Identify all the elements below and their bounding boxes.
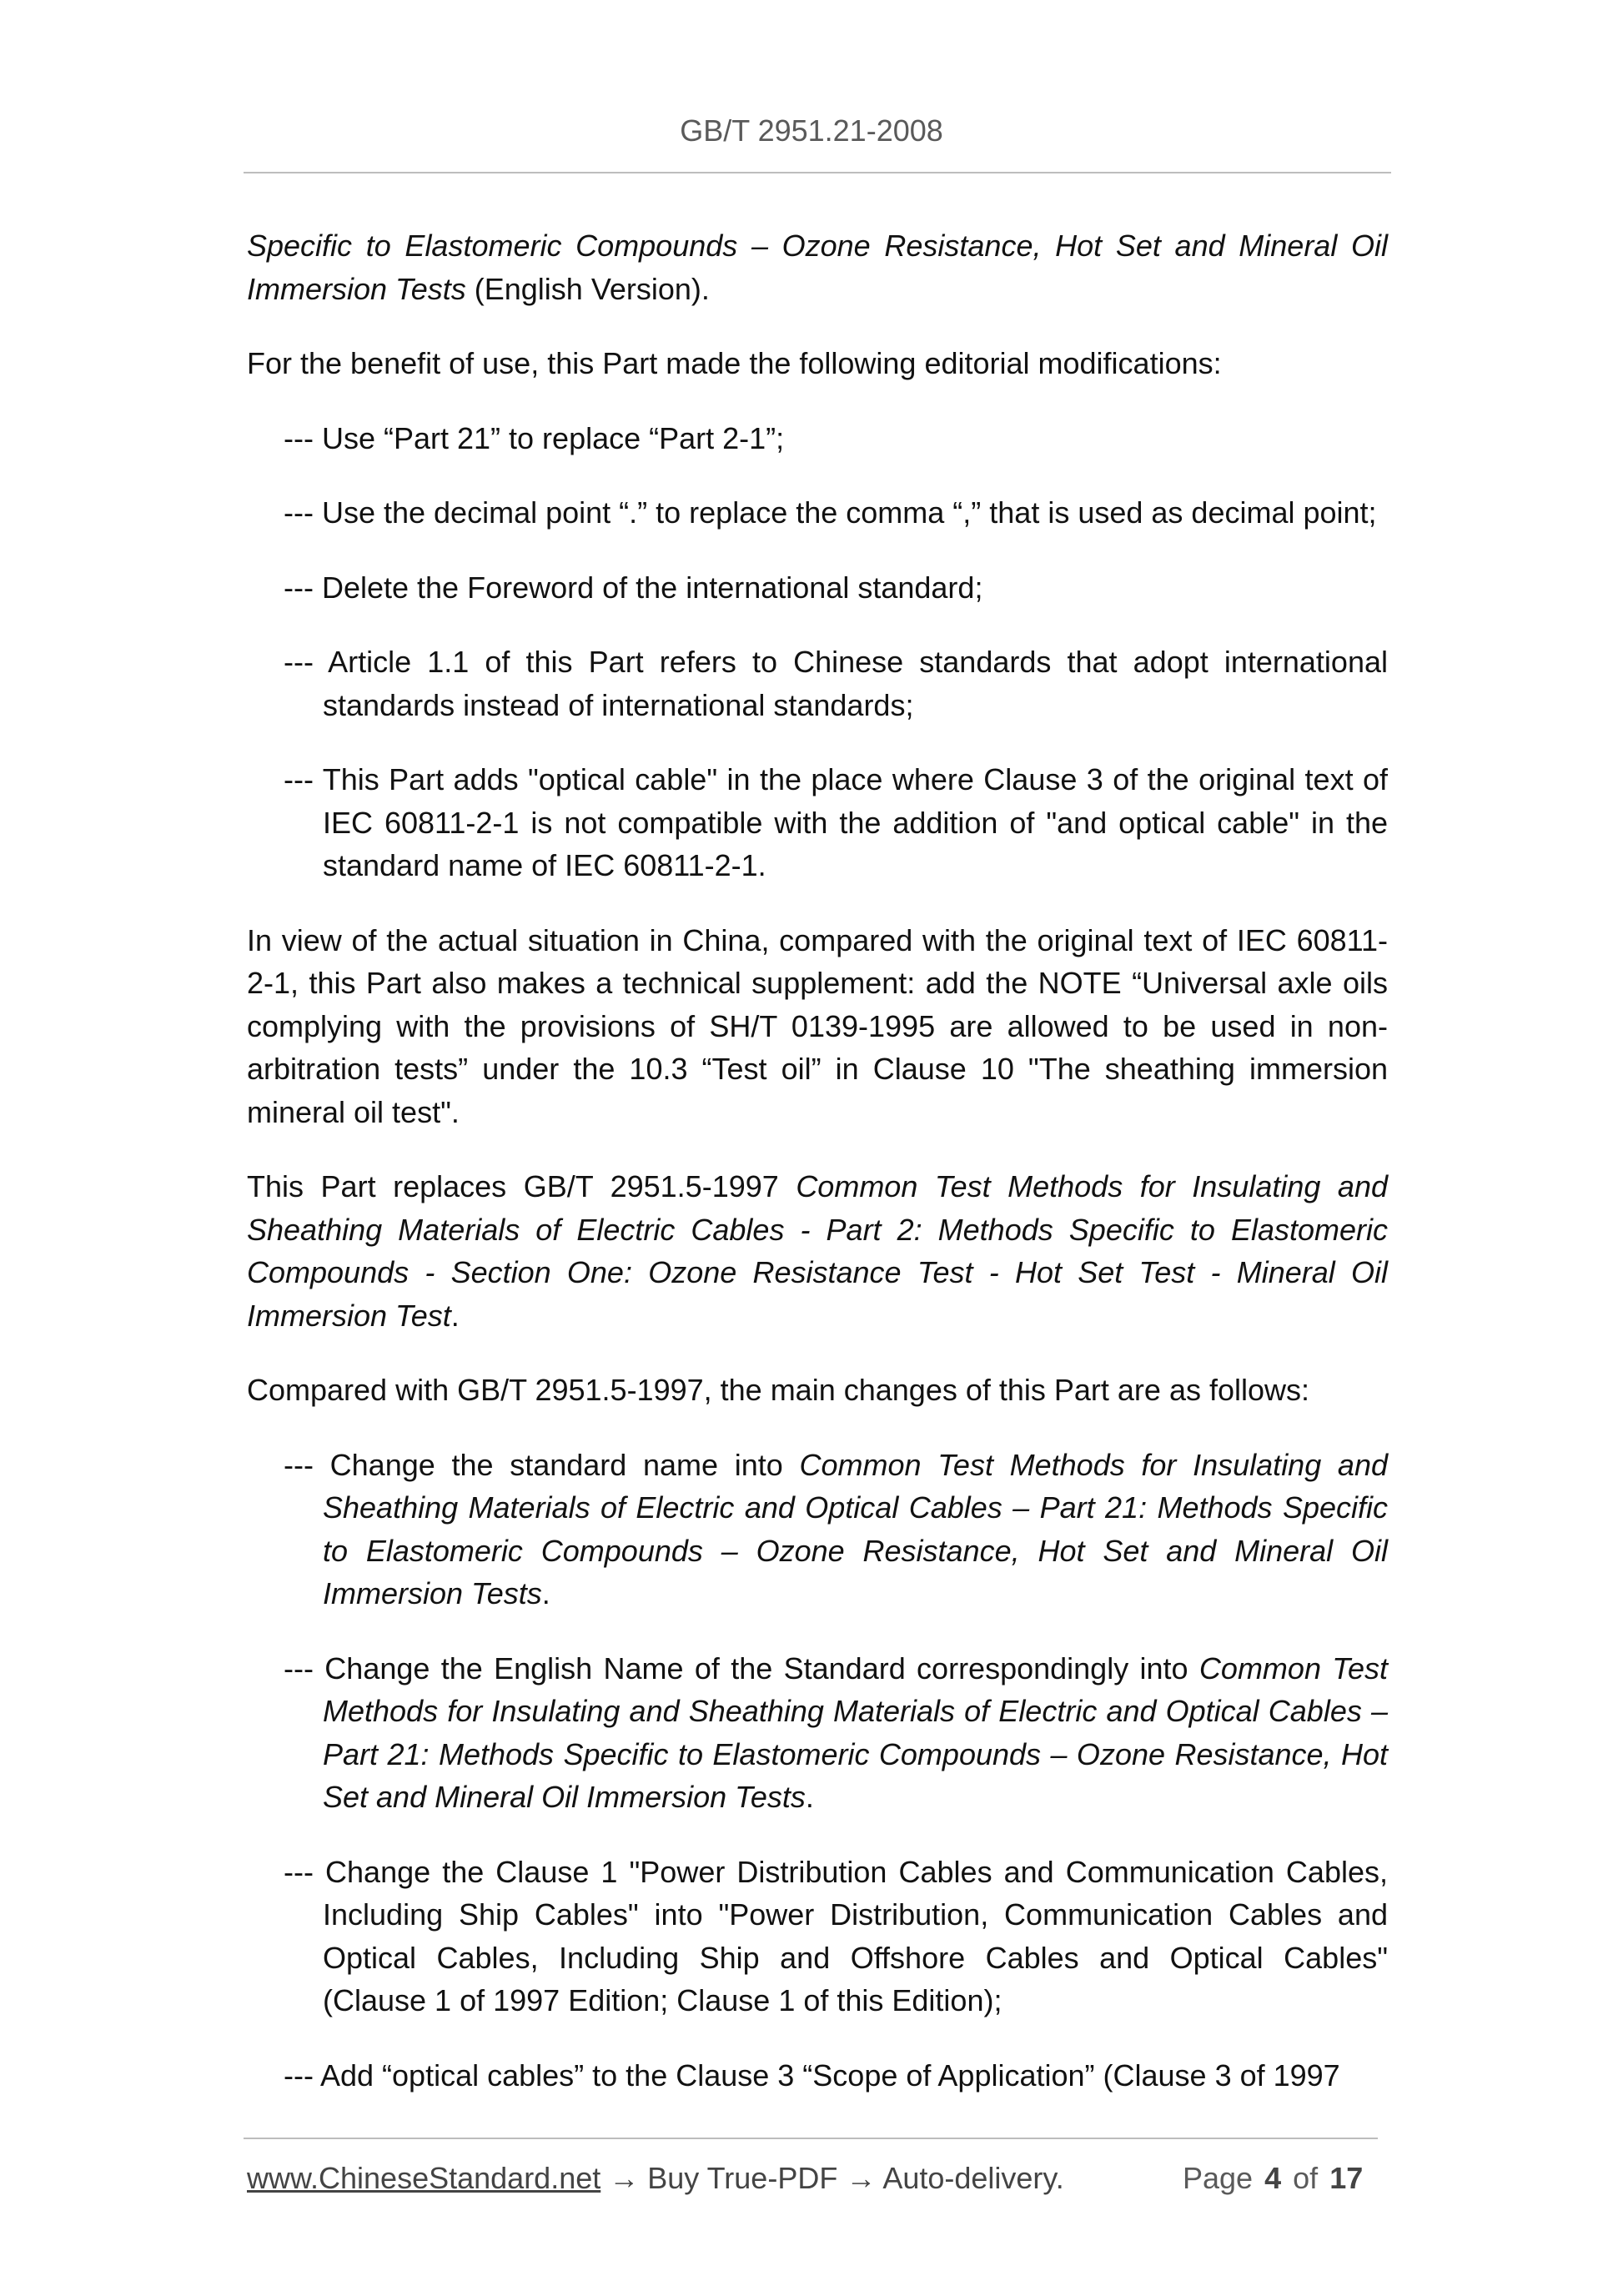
page-total: 17 (1329, 2161, 1364, 2195)
page-number (1183, 2161, 1363, 2196)
change-2-tail: . (805, 1780, 814, 1814)
change-2-lead: --- Change the English Name of the Standard correspondingly into (284, 1650, 1199, 1686)
change-1-tail: . (541, 1576, 550, 1610)
paragraph-replaces (247, 1165, 1388, 1337)
replaces-lead: This Part replaces GB/T 2951.5-1997 (247, 1169, 796, 1203)
list-item-editorial-5: --- This Part adds "optical cable" in the place where Clause 3 of the original text of IEC 60811-2-1 is not compatible with the addition of "and optical cable" in the standard name of IEC 60811-2-1. (284, 762, 1388, 882)
footer-promo-text: → Buy True-PDF → Auto-delivery. (600, 2161, 1064, 2195)
replaced-standard-title: Common Test Methods for Insulating and Sheathing Materials of Electric Cables - Part 2: Methods Specific to Elastomeric Compounds - Section One: Ozone Resistance Test - Hot Set Test - Mineral Oil Immersion Test (247, 1169, 1388, 1333)
page-label: Page (1183, 2161, 1254, 2195)
footer-promo (247, 2161, 1064, 2196)
list-item-editorial-2: --- Use the decimal point “.” to replace the comma “,” that is used as decimal point; (284, 495, 1377, 530)
page-of-label: of (1293, 2161, 1319, 2195)
list-item-change-1 (284, 1444, 1388, 1615)
list-item-change-2 (284, 1647, 1388, 1819)
page-current: 4 (1264, 2161, 1282, 2195)
paragraph-main-changes-intro: Compared with GB/T 2951.5-1997, the main changes of this Part are as follows: (247, 1373, 1310, 1407)
change-2-title: Common Test Methods for Insulating and Sheathing Materials of Electric and Optical Cables – Part 21: Methods Specific to Elastomeric Compounds – Ozone Resistance, Hot Set and Mineral Oil Immersion Tests (323, 1650, 1389, 1814)
english-version-note: (English Version). (465, 271, 710, 306)
document-body (247, 224, 1388, 2128)
paragraph-technical-supplement: In view of the actual situation in China, compared with the original text of IEC 60811-2-1, this Part also makes a technical supplement: add the NOTE “Universal axle oils complying with the provisions of SH/T 0139-1995 are allowed to be used in non-arbitration tests” under the 10.3 “Test oil” in Clause 10 "The sheathing immersion mineral oil test". (247, 922, 1388, 1129)
paragraph-editorial-intro: For the benefit of use, this Part made the following editorial modifications: (247, 346, 1222, 380)
change-1-lead: --- Change the standard name into (284, 1447, 800, 1482)
website-link[interactable]: www.ChineseStandard.net (247, 2161, 601, 2195)
list-item-change-4: --- Add “optical cables” to the Clause 3 “Scope of Application” (Clause 3 of 1997 (284, 2057, 1340, 2093)
change-1-title: Common Test Methods for Insulating and Sheathing Materials of Electric and Optical Cables – Part 21: Methods Specific to Elastomeric Compounds – Ozone Resistance, Hot Set and Mineral Oil Immersion Tests (323, 1447, 1388, 1610)
replaces-tail: . (450, 1298, 460, 1333)
list-item-editorial-4: --- Article 1.1 of this Part refers to Chinese standards that adopt international standards instead of international standards; (284, 645, 1388, 722)
list-item-editorial-1: --- Use “Part 21” to replace “Part 2-1”; (284, 420, 785, 455)
page-header-title: GB/T 2951.21-2008 (680, 113, 943, 148)
header-divider (244, 172, 1391, 173)
standard-title-continuation: Specific to Elastomeric Compounds – Ozone Resistance, Hot Set and Mineral Oil Immersion Tests (247, 229, 1388, 306)
paragraph-english-version (247, 224, 1388, 310)
list-item-change-3: --- Change the Clause 1 "Power Distribution Cables and Communication Cables, Including Ship Cables" into "Power Distribution, Communication Cables and Optical Cables, Including Ship and Offshore Cables and Optical Cables" (Clause 1 of 1997 Edition; Clause 1 of this Edition); (284, 1854, 1388, 2017)
list-item-editorial-3: --- Delete the Foreword of the international standard; (284, 570, 983, 605)
footer-divider (244, 2138, 1378, 2139)
